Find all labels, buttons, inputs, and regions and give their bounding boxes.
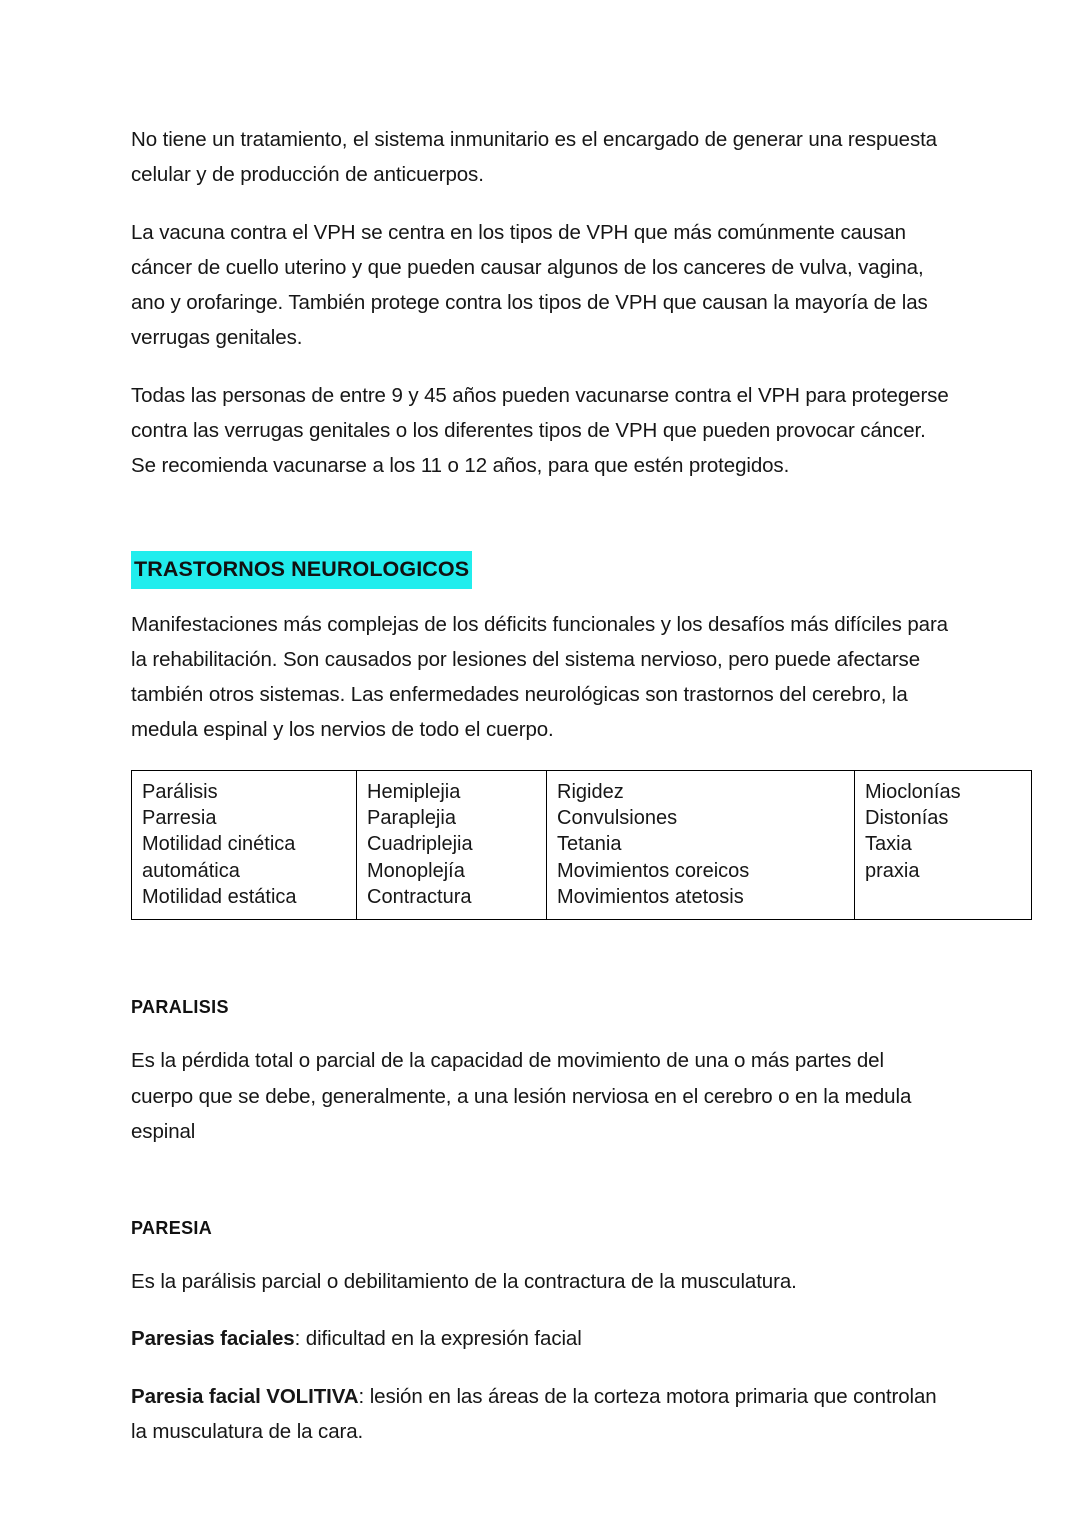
section-heading-wrapper — [131, 551, 951, 588]
list-item: Paraplejia — [367, 806, 456, 829]
list-item: Tetania — [557, 833, 622, 856]
paragraph-intro-1: No tiene un tratamiento, el sistema inmunitario es el encargado de generar una respuesta celular y de producción de anticuerpos. — [131, 128, 937, 187]
table-cell-column-3 — [547, 770, 855, 920]
table-row — [132, 770, 1032, 920]
list-item: Convulsiones — [557, 806, 678, 829]
list-item: Taxia — [865, 833, 912, 856]
definition-separator: : — [358, 1384, 370, 1408]
neurological-terms-table — [131, 770, 1032, 921]
definition-term: Paresia facial VOLITIVA — [131, 1384, 359, 1408]
list-item: Movimientos atetosis — [557, 886, 744, 909]
list-item: praxia — [865, 859, 920, 882]
paragraph-paresia-body: Es la parálisis parcial o debilitamiento de la contractura de la musculatura. — [131, 1270, 797, 1294]
subsection-spacer-2 — [131, 1171, 951, 1215]
subsection-spacer-1b — [131, 964, 951, 994]
document-body — [131, 122, 961, 1449]
section-heading-trastornos-neurologicos: TRASTORNOS NEUROLOGICOS — [131, 551, 472, 588]
section-spacer — [131, 505, 951, 551]
paragraph-intro-3: Todas las personas de entre 9 y 45 años pueden vacunarse contra el VPH para protegerse contra las verrugas genitales o los diferentes tipos de VPH que pueden provocar cáncer. Se recomienda vacunarse a los 11 o 12 años, para que estén protegidos. — [131, 383, 949, 477]
definition-text: dificultad en la expresión facial — [305, 1327, 582, 1351]
list-item: Mioclonías — [865, 780, 961, 803]
list-item: Contractura — [367, 886, 472, 909]
table-cell-column-2 — [357, 770, 547, 920]
list-item: Motilidad estática — [142, 886, 297, 909]
list-item: Movimientos coreicos — [557, 859, 750, 882]
subheading-paralisis: PARALISIS — [131, 997, 229, 1018]
list-item: Cuadriplejia — [367, 833, 473, 856]
definition-term: Paresias faciales — [131, 1327, 295, 1351]
table-cell-column-4 — [855, 770, 1032, 920]
definition-paresias-faciales — [131, 1321, 951, 1356]
list-item: Motilidad cinética — [142, 833, 296, 856]
definition-separator: : — [294, 1327, 306, 1351]
definition-paresia-facial-volitiva — [131, 1379, 951, 1450]
paragraph-intro-2: La vacuna contra el VPH se centra en los tipos de VPH que más comúnmente causan cáncer de cuello uterino y que pueden causar algunos de los canceres de vulva, vagina, ano y orofaringe. También protege contra los tipos de VPH que causan la mayoría de las verrugas genitales. — [131, 220, 928, 350]
paragraph-paralisis-body: Es la pérdida total o parcial de la capacidad de movimiento de una o más partes del cuerpo que se debe, generalmente, a una lesión nerviosa en el cerebro o en la medula espinal — [131, 1049, 912, 1143]
subsection-spacer-1 — [131, 920, 951, 964]
subheading-paresia: PARESIA — [131, 1218, 213, 1239]
list-item: Monoplejía — [367, 859, 465, 882]
list-item: automática — [142, 859, 240, 882]
list-item: Hemiplejia — [367, 780, 461, 803]
table-cell-column-1 — [132, 770, 357, 920]
definition-text: lesión en las áreas de la corteza motora primaria que controlan la musculatura de la cara. — [131, 1384, 937, 1443]
list-item: Parálisis — [142, 780, 218, 803]
list-item: Parresia — [142, 806, 217, 829]
list-item: Rigidez — [557, 780, 624, 803]
list-item: Distonías — [865, 806, 949, 829]
paragraph-section-intro: Manifestaciones más complejas de los déficits funcionales y los desafíos más difíciles para la rehabilitación. Son causados por lesiones del sistema nervioso, pero puede afectarse también otros sistemas. Las enfermedades neurológicas son trastornos del cerebro, la medula espinal y los nervios de todo el cuerpo. — [131, 612, 948, 742]
